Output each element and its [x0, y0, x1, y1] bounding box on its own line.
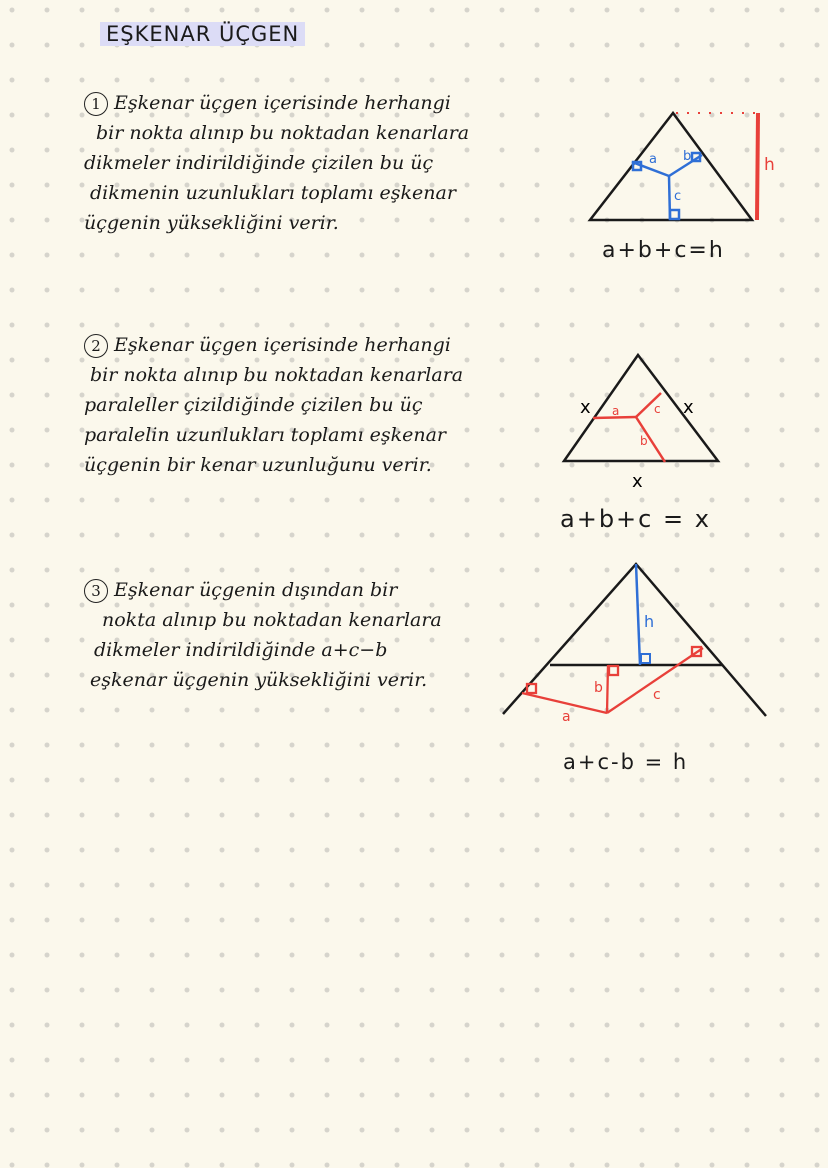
label-b: b: [683, 149, 692, 164]
equation-1: a+b+c=h: [602, 238, 725, 263]
text-line: üçgenin bir kenar uzunluğunu verir.: [84, 454, 432, 476]
text-line: Eşkenar üçgenin dışından bir: [114, 579, 398, 601]
label-a: a: [562, 709, 571, 725]
section-number: 3: [84, 579, 108, 603]
label-a: a: [612, 404, 620, 418]
equation-3: a+c-b = h: [563, 750, 689, 774]
text-line: üçgenin yüksekliğini verir.: [84, 212, 339, 234]
text-line: nokta alınıp bu noktadan kenarlara: [102, 609, 442, 631]
label-b: b: [640, 434, 648, 448]
text-line: paraleller çizildiğinde çizilen bu üç: [84, 394, 423, 416]
section-number: 1: [84, 92, 108, 116]
label-h: h: [644, 612, 655, 631]
text-line: dikmenin uzunlukları toplamı eşkenar: [90, 182, 456, 204]
label-c: c: [653, 687, 661, 703]
text-line: paralelin uzunlukları toplamı eşkenar: [84, 424, 446, 446]
text-line: dikmeler indirildiğinde çizilen bu üç: [84, 152, 434, 174]
text-line: Eşkenar üçgen içerisinde herhangi: [114, 92, 451, 114]
label-x-right: x: [683, 397, 694, 418]
label-h: h: [764, 155, 775, 175]
page-title: EŞKENAR ÜÇGEN: [100, 22, 305, 46]
text-line: dikmeler indirildiğinde a+c−b: [94, 639, 388, 661]
equation-2: a+b+c = x: [560, 505, 711, 533]
label-x-left: x: [580, 397, 591, 418]
text-line: eşkenar üçgenin yüksekliğini verir.: [90, 669, 428, 691]
perpendiculars: [522, 647, 703, 713]
label-b: b: [594, 680, 603, 696]
text-line: Eşkenar üçgen içerisinde herhangi: [114, 334, 451, 356]
section-number: 2: [84, 334, 108, 358]
label-x-bottom: x: [632, 471, 643, 492]
text-line: bir nokta alınıp bu noktadan kenarlara: [96, 122, 470, 144]
text-line: bir nokta alınıp bu noktadan kenarlara: [90, 364, 464, 386]
label-c: c: [674, 189, 682, 204]
height-h: [636, 564, 640, 665]
label-c: c: [654, 402, 661, 416]
label-a: a: [649, 152, 657, 167]
